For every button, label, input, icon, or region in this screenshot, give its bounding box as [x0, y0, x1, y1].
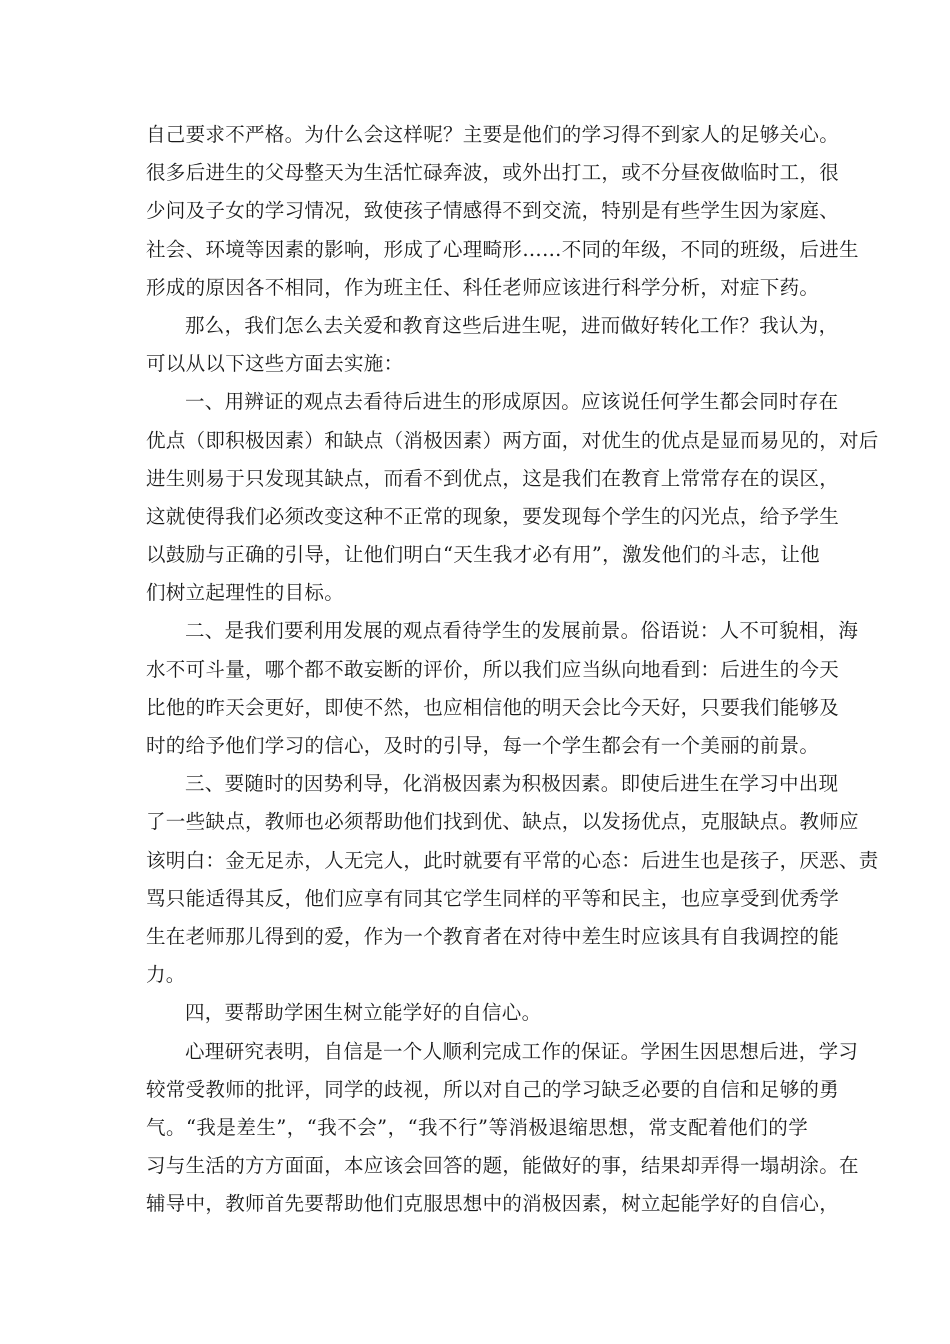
text-line: 可以从以下这些方面去实施： — [146, 352, 404, 376]
text-line: 骂只能适得其反，他们应享有同其它学生同样的平等和民主，也应享受到优秀学 — [146, 886, 840, 910]
text-line: 力。 — [146, 963, 186, 987]
text-line: 水不可斗量，哪个都不敢妄断的评价，所以我们应当纵向地看到：后进生的今天 — [146, 657, 840, 681]
text-line: 该明白：金无足赤，人无完人，此时就要有平常的心态：后进生也是孩子，厌恶、责 — [146, 848, 879, 872]
text-line: 社会、环境等因素的影响，形成了心理畸形……不同的年级，不同的班级，后进生 — [146, 237, 859, 261]
text-line: 比他的昨天会更好，即使不然，也应相信他的明天会比今天好，只要我们能够及 — [146, 695, 840, 719]
text-line: 了一些缺点，教师也必须帮助他们找到优、缺点，以发扬优点，克服缺点。教师应 — [146, 810, 859, 834]
text-line: 生在老师那儿得到的爱，作为一个教育者在对待中差生时应该具有自我调控的能 — [146, 924, 840, 948]
text-line: 形成的原因各不相同，作为班主任、科任老师应该进行科学分析，对症下药。 — [146, 275, 820, 299]
text-line: 三、要随时的因势利导，化消极因素为积极因素。即使后进生在学习中出现 — [185, 772, 839, 796]
text-line: 习与生活的方方面面，本应该会回答的题，能做好的事，结果却弄得一塌胡涂。在 — [146, 1154, 859, 1178]
document-page — [146, 116, 879, 1223]
text-line: 气。“我是差生”，“我不会”，“我不行”等消极退缩思想，常支配着他们的学 — [146, 1115, 808, 1139]
text-line: 们树立起理性的目标。 — [146, 581, 345, 605]
text-line: 优点（即积极因素）和缺点（消极因素）两方面，对优生的优点是显而易见的，对后 — [146, 428, 879, 452]
text-line: 心理研究表明，自信是一个人顺利完成工作的保证。学困生因思想后进，学习 — [185, 1039, 859, 1063]
text-line: 四，要帮助学困生树立能学好的自信心。 — [185, 1001, 542, 1025]
text-line: 二、是我们要利用发展的观点看待学生的发展前景。俗语说：人不可貌相，海 — [185, 619, 859, 643]
text-line: 进生则易于只发现其缺点，而看不到优点，这是我们在教育上常常存在的误区， — [146, 466, 840, 490]
text-line: 以鼓励与正确的引导，让他们明白“天生我才必有用”，激发他们的斗志，让他 — [146, 543, 820, 567]
text-line: 那么，我们怎么去关爱和教育这些后进生呢，进而做好转化工作？我认为， — [185, 313, 839, 337]
text-line: 自己要求不严格。为什么会这样呢？主要是他们的学习得不到家人的足够关心。 — [146, 123, 840, 146]
text-line: 较常受教师的批评，同学的歧视，所以对自己的学习缺乏必要的自信和足够的勇 — [146, 1077, 840, 1101]
text-line: 一、用辨证的观点去看待后进生的形成原因。应该说任何学生都会同时存在 — [185, 390, 839, 414]
text-line: 时的给予他们学习的信心，及时的引导，每一个学生都会有一个美丽的前景。 — [146, 734, 820, 757]
text-line: 很多后进生的父母整天为生活忙碌奔波，或外出打工，或不分昼夜做临时工，很 — [146, 161, 840, 185]
text-line: 少问及子女的学习情况，致使孩子情感得不到交流，特别是有些学生因为家庭、 — [146, 199, 840, 223]
text-line: 这就使得我们必须改变这种不正常的现象，要发现每个学生的闪光点，给予学生 — [146, 504, 840, 528]
text-line: 辅导中，教师首先要帮助他们克服思想中的消极因素，树立起能学好的自信心， — [146, 1192, 840, 1216]
